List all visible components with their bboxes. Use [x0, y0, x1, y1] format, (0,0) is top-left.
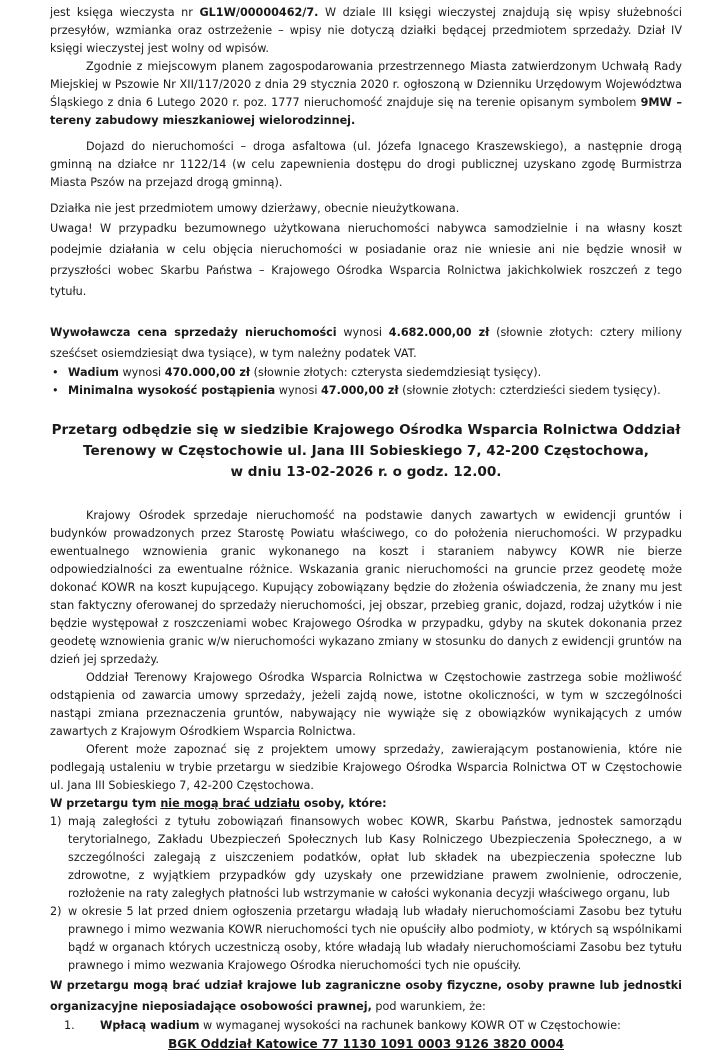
starting-price-label: Wywoławcza cena sprzedaży nieruchomości [50, 326, 337, 339]
min-increment-item: • Minimalna wysokość postąpienia wynosi 47.000,00 zł (słownie złotych: czterdzieści siedem tysięcy). [50, 382, 682, 400]
contract-draft-paragraph: Oferent może zapoznać się z projektem umowy sprzedaży, zawierającym postanowienia, które nie podlegają ustaleniu w trybie przetargu w siedzibie Krajowego Ośrodka Wsparcia Rolnictwa OT w Częstochowie ul. Jana III Sobieskiego 7, 42-200 Częstochowa. [50, 743, 682, 792]
warning-paragraph: Uwaga! W przypadku bezumownego użytkowana nieruchomości nabywca samodzielnie i na własny koszt podejmie działania w celu objęcia nieruchomości w posiadanie oraz nie wniesie ani nie będzie wnosił w przyszłości wobec Skarbu Państwa – Krajowego Ośrodka Wsparcia Rolnictwa jakichkolwiek roszczeń z tego tytułu. [50, 222, 682, 298]
warning-block [50, 218, 682, 302]
land-register-paragraph: jest księga wieczysta nr GL1W/00000462/7. W dziale III księgi wieczystej znajdują się wpisy służebności przesyłów, wzmianka oraz ostrzeżenie – wpisy nie dotyczą działki będącej przedmiotem sprzedaży. Dział IV księgi wieczystej jest wolny od wpisów. [50, 6, 682, 55]
bank-account-number: BGK Oddział Katowice 77 1130 1091 0003 9126 3820 0004 [168, 1037, 564, 1051]
land-register-number: GL1W/00000462/7. [199, 6, 319, 19]
document-page [50, 4, 682, 1053]
excluded-item: 2) w okresie 5 lat przed dniem ogłoszenia przetargu władają lub władały nieruchomościami Zasobu bez tytułu prawnego i mimo wezwania KOWR nieruchomości tych nie opuściły albo podmioty, w których są wspólnikami bądź w organach których uczestniczą osoby, które władają lub władały nieruchomościami Zasobu bez tytułu prawnego i mimo wezwania Krajowego Ośrodka nieruchomości tych nie opuściły. [50, 905, 682, 972]
lease-status-paragraph: Działka nie jest przedmiotem umowy dzierżawy, obecnie nieużytkowana. [50, 202, 460, 215]
bullet-icon: • [52, 366, 59, 379]
excluded-persons-list [50, 813, 682, 975]
eligibility-paragraph: W przetargu mogą brać udział krajowe lub zagraniczne osoby fizyczne, osoby prawne lub jednostki organizacyjne nieposiadające osobowości prawnej, pod warunkiem, że: [50, 979, 682, 1013]
condition-item: 1. Wpłacą wadium w wymaganej wysokości na rachunek bankowy KOWR OT w Częstochowie: [64, 1019, 621, 1032]
zoning-symbol: 9MW – tereny zabudowy mieszkaniowej wielorodzinnej. [50, 96, 683, 127]
excluded-persons-heading: W przetargu tym nie mogą brać udziału osoby, które: [50, 797, 387, 810]
bullet-icon: • [52, 384, 59, 397]
access-paragraph: Dojazd do nieruchomości – droga asfaltowa (ul. Józefa Ignacego Kraszewskiego), a następnie drogą gminną na działce nr 1122/14 (w celu zapewnienia dostępu do drogi publicznej uzyskano zgodę Burmistrza Miasta Pszów na przejazd drogą gminną). [50, 140, 682, 189]
starting-price-paragraph: Wywoławcza cena sprzedaży nieruchomości wynosi 4.682.000,00 zł (słownie złotych: cztery miliony sześćset osiemdziesiąt dwa tysiące), w tym należny podatek VAT. [50, 326, 682, 360]
zoning-paragraph: Zgodnie z miejscowym planem zagospodarowania przestrzennego Miasta zatwierdzonym Uchwałą Rady Miejskiej w Pszowie Nr XII/117/2020 z dnia 29 stycznia 2020 r. ogłoszoną w Dzienniku Urzędowym Województwa Śląskiego z dnia 6 Lutego 2020 r. poz. 1777 nieruchomość znajduje się na terenie opisanym symbolem 9MW – tereny zabudowy mieszkaniowej wielorodzinnej. [50, 60, 683, 127]
starting-price-amount: 4.682.000,00 zł [388, 326, 490, 339]
boundaries-paragraph: Krajowy Ośrodek sprzedaje nieruchomość na podstawie danych zawartych w ewidencji gruntów i budynków prowadzonych przez Starostę Powiatu właściwego, co do położenia nieruchomości. W przypadku ewentualnego wznowienia granic wykonanego na koszt i staraniem nabywcy KOWR nie bierze odpowiedzialności za ewentualne różnice. Wskazania granic nieruchomości na gruncie przez geodetę może dokonać KOWR na koszt kupującego. Kupujący zobowiązany będzie do złożenia oświadczenia, że znany mu jest stan faktyczny oferowanej do sprzedaży nieruchomości, jej obszar, przebieg granic, dojazd, rodzaj użytków i nie będzie występował z roszczeniami wobec Krajowego Ośrodka w przypadku, gdyby na skutek dokonania przez geodetę wznowienia granic w/w nieruchomości wykazano zmiany w stosunku do danych z ewidencji gruntów na dzień jej sprzedaży. [50, 509, 682, 666]
deposit-item: • Wadium wynosi 470.000,00 zł (słownie złotych: czterysta siedemdziesiąt tysięcy). [50, 364, 682, 382]
deposit-list [50, 364, 682, 400]
auction-location-heading: Przetarg odbędzie się w siedzibie Krajowego Ośrodka Wsparcia Rolnictwa Oddział Terenowy w Częstochowie ul. Jana III Sobieskiego 7, 42-200 Częstochowa, w dniu 13-02-2026 r. o godz. 12.00. [51, 422, 681, 480]
excluded-item: 1) mają zaległości z tytułu zobowiązań finansowych wobec KOWR, Skarbu Państwa, jednostek samorządu terytorialnego, Zakładu Ubezpieczeń Społecznych lub Kasy Rolniczego Ubezpieczenia Społecznego, a w szczególności zalegają z uiszczeniem podatków, opłat lub składek na ubezpieczenia społeczne lub zdrowotne, z wyjątkiem przypadków gdy uzyskały one przewidziane prawem zwolnienie, odroczenie, rozłożenie na raty zaległych płatności lub wstrzymanie w całości wykonania decyzji właściwego organu, lub [50, 815, 682, 900]
conditions-list [50, 1017, 682, 1035]
withdrawal-paragraph: Oddział Terenowy Krajowego Ośrodka Wsparcia Rolnictwa w Częstochowie zastrzega sobie możliwość odstąpienia od zawarcia umowy sprzedaży, jeżeli zajdą nowe, istotne okoliczności, w tym w szczególności nastąpi zmiana przeznaczenia gruntów, nabywający nie wywiąże się z obowiązków wynikających z umów zawartych z Krajowym Ośrodkiem Wsparcia Rolnictwa. [50, 671, 682, 738]
